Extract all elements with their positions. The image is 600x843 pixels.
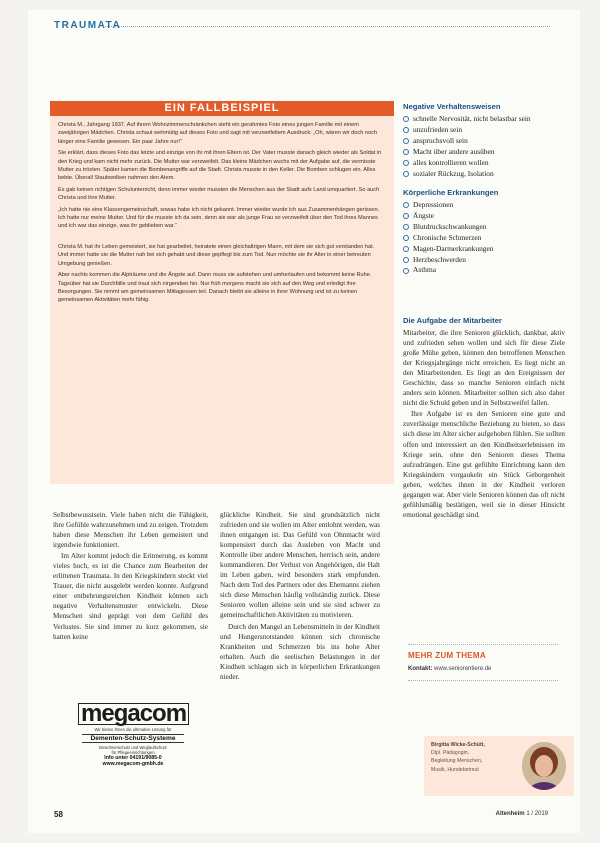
staff-task-text: [403, 328, 565, 521]
contact-label: Kontakt:: [408, 666, 433, 672]
case-study-body: [50, 116, 394, 305]
article-paragraph: Selbstbewusstsein. Viele haben nicht die Fähigkeit, ihre Gefühle wahrzunehmen und zu zeigen. Trotzdem haben diese Menschen ihr Leben gemeistert und irgendwie funktioniert.: [53, 511, 208, 550]
bullet-icon: [403, 116, 409, 122]
sidebar-paragraph: Mitarbeiter, die ihre Senioren glücklich, dankbar, aktiv und zufrieden sehen wollen und sich für diese Ziele große Mühe geben, können den betroffenen Menschen der Kriegsjahrgänge nicht erreichen. Es liegt nicht an den Mitarbeitenden. Es liegt an den Ereignissen der Geschichte, dass so manche Senioren einfach nicht anders sein können. Mitarbeiter sollten sich also daher nicht die Schuld geben und in Selbstzweifel fallen.: [403, 329, 565, 408]
list-item: Macht über andere ausüben: [403, 147, 563, 158]
bullet-icon: [403, 202, 409, 208]
physical-illness-heading: Körperliche Erkrankungen: [403, 188, 499, 197]
author-affiliation: Begleitung Menschen,: [431, 758, 483, 765]
case-paragraph: Aber nachts kommen die Alpträume und die Ängste auf. Dann muss sie aufstehen und umherlaufen und bekommt keine Ruhe. Tagsüber hat sie Durchfälle und traut sich nirgendwo hin. Nur früh morgens macht sie sich auf den Weg und erledigt ihre Besorgungen. Sie nimmt am gemeinsamen Mittagessen teil. Danach bleibt sie alleine in ihrer Wohnung und ist zu keinen gemeinsamen Aktivitäten mehr fähig.: [58, 272, 372, 304]
bullet-icon: [403, 213, 409, 219]
author-info: [431, 741, 521, 774]
physical-illness-list: [403, 200, 563, 276]
ad-product: Dementen-Schutz-Systeme: [82, 734, 184, 743]
magazine-page: [28, 10, 580, 833]
avatar-portrait: [522, 742, 566, 790]
article-paragraph: glückliche Kindheit. Sie sind grundsätzlich nicht zufrieden und sie wollen im Alter entlohnt werden, was ihnen entgangen ist. Das Gefühl von Ohnmacht wird kompensiert durch das Ausleben von Macht und Kontrolle über andere Menschen, herrisch sein, andere kommandieren. Der Verlust von Angehörigen, die Halt im Leben gaben, wird besonders stark empfunden. Nach dem Tod des Partners oder des Ehemanns ziehen sich diese Menschen häufig vollständig zurück. Diese Senioren wollen alleine sein und sie sind schwer zu gemeinschaftlichen Aktivitäten zu motivieren.: [220, 511, 380, 620]
negative-behaviours-heading: Negative Verhaltensweisen: [403, 102, 501, 111]
author-avatar: [522, 742, 566, 790]
ad-web[interactable]: www.megacom-gmbh.de: [102, 761, 164, 768]
article-column-2: [220, 510, 380, 683]
case-paragraph: „Ich hatte nie eine Klassengemeinschaft, sowas habe ich nicht gekannt. Immer wieder wurde ich aus Zusammenhängen gerissen. Ich hatte nur meine Mutter. Und für die musste ich da sein, denn sie war als junge Frau so verzweifelt über den Tod ihres Mannes und ich war das einzige, was ihr geblieben war.“: [58, 206, 380, 230]
list-item: Magen-Darmerkrankungen: [403, 244, 563, 255]
list-item: Herzbeschwerden: [403, 255, 563, 266]
list-item: alles kontrollieren wollen: [403, 158, 563, 169]
issue-number: 1 / 2019: [526, 811, 548, 817]
author-extra: Musik, Hundebetreut: [431, 766, 479, 773]
list-item: anspruchsvoll sein: [403, 136, 563, 147]
divider: [408, 680, 558, 681]
bullet-icon: [403, 127, 409, 133]
case-study-box: [50, 101, 394, 484]
staff-task-heading: Die Aufgabe der Mitarbeiter: [403, 316, 502, 325]
ad-subline: Wir bieten Ihnen die ultimative Lösung für: [94, 727, 172, 732]
case-paragraph: Christa M., Jahrgang 1937. Auf ihrem Wohnzimmerschränkchen steht ein gerahmtes Foto eines jungen Familie mit einem zweijährigen Mädchen. Christa schaut wehmütig auf dieses Foto und sagt mit verzweifeltem Ausdruck: „Oh, wären wir doch noch länger eine Familie gewesen. Ein paar Jahre nur!“: [58, 122, 377, 145]
contact-line: [408, 666, 558, 672]
case-paragraph: Christa M. hat ihr Leben gemeistert, sie hat gearbeitet, heiratete einen gleichaltrigen Mann, mit dem sie sich gut verstanden hat. Und immer hatte sie die Mutter nah bei sich gehabt und diese gepflegt bis zum Tod. Nun möchte sie ihr Alter in einer betreuten Umgebung genießen.: [58, 243, 375, 267]
bullet-icon: [403, 149, 409, 155]
list-item: Depressionen: [403, 200, 563, 211]
author-role: Dipl. Pädagogin,: [431, 750, 470, 757]
article-paragraph: Durch den Mangel an Lebensmitteln in der Kindheit und Hungersnotstanden können sich chronische Krankheiten und Schmerzen bis ins hohe Alter erhalten. Auch die seelischen Belastungen in der Kindheit schlagen sich in körperlichen Erkrankungen nieder.: [220, 622, 380, 681]
advertisement[interactable]: [78, 702, 188, 772]
list-item: Asthma: [403, 265, 563, 276]
case-study-title: EIN FALLBEISPIEL: [50, 101, 394, 116]
sidebar-paragraph: Ihre Aufgabe ist es den Senioren eine gute und zuverlässige menschliche Beziehung zu bieten, so dass sich diese im Alter sicher aufgehoben fühlen. Sie sollten offen und interessiert an den Kindheitserlebnissen im Kriege sein, ohne den Senioren dieses Thema aufzudrängen. Eine gut gefühlte Einrichtung kann den Kriegskindern vorgaukeln ein Stück Geborgenheit geben, welches ihnen in der Kindheit verloren gegangen war. Aber viele Senioren können das oft nicht gefühlsmäßig bestätigen, weil sie in dieser Hinsicht emotional geschädigt sind.: [403, 410, 565, 519]
list-item: Blutdruckschwankungen: [403, 222, 563, 233]
list-item: sozialer Rückzug, Isolation: [403, 169, 563, 180]
list-item: Ängste: [403, 211, 563, 222]
more-on-topic-title: MEHR ZUM THEMA: [408, 651, 486, 660]
list-item: schnelle Nervosität, nicht belastbar sein: [403, 114, 563, 125]
case-paragraph: Sie erklärt, dass dieses Foto das letzte und einzige von ihr mit ihren Eltern ist. Der Vater musste danach gleich wieder als Soldat in den Krieg und kam nicht mehr zurück. Die Mutter war verzweifelt. Das kleine Mädchen wuchs mit der Aufgabe auf, die vermisste Mutter zu trösten. Später kamen die Bombenangriffe auf die Stadt. Christa musste in den Keller. Die Bomben schlugen ein. Alles bebte. Überall Staubwolken nahmen den Atem.: [58, 150, 382, 182]
bullet-icon: [403, 138, 409, 144]
publication-name: Altenheim: [495, 811, 525, 817]
publication-footer: [496, 811, 548, 817]
negative-behaviours-list: [403, 114, 563, 179]
author-name: Birgitta Wicke-Schütt,: [431, 742, 485, 748]
list-item: unzufrieden sein: [403, 125, 563, 136]
page-number: 58: [54, 810, 63, 819]
ad-phone: Info unter 04191/9085-0: [104, 755, 162, 761]
section-tag: TRAUMATA: [54, 20, 122, 31]
case-paragraph: Es gab keinen richtigen Schulunterricht, denn immer wieder mussten die Menschen aus der Stadt aufs Land umquartiert. So auch Christa und ihre Mutter.: [58, 186, 380, 202]
bullet-icon: [403, 160, 409, 166]
bullet-icon: [403, 268, 409, 274]
ad-note: für Pflegeeinrichtungen: [111, 750, 155, 755]
ad-note: Bewohnerschutz und Weglaufschutz: [99, 745, 167, 750]
more-on-topic: [408, 644, 558, 681]
bullet-icon: [403, 246, 409, 252]
bullet-icon: [403, 235, 409, 241]
bullet-icon: [403, 257, 409, 263]
bullet-icon: [403, 171, 409, 177]
list-item: Chronische Schmerzen: [403, 233, 563, 244]
article-paragraph: Im Alter kommt jedoch die Erinnerung, es kommt vieles hoch, es ist die Chance zum Bearbeiten der erlittenen Traumata. In den Kriegskindern steckt viel Trauer, die nicht ausgelebt werden konnte. Aufgrund einer entbehrungsreichen Kindheit können sich negative Verhaltensmuster entwickeln. Diese Menschen sind geprägt von dem Gefühl des Verlustes. Sie sind immer zu kurz gekommen, sie hatten keine: [53, 552, 208, 641]
contact-link[interactable]: www.seniorentiere.de: [434, 666, 492, 672]
header-rule: [102, 26, 550, 27]
bullet-icon: [403, 224, 409, 230]
author-box: [424, 736, 574, 796]
article-column-1: [53, 510, 208, 643]
ad-logo: megacom: [78, 702, 188, 726]
